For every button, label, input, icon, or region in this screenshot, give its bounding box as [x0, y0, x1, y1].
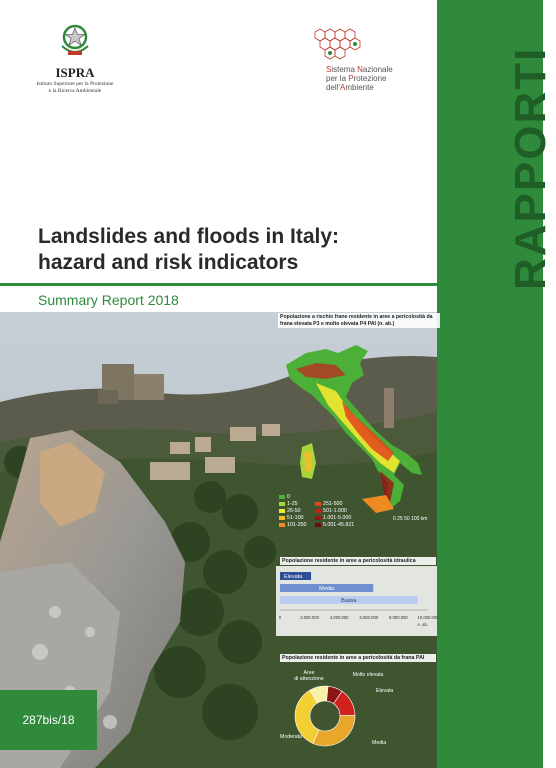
slice-label: Molto elevata [352, 672, 384, 678]
slice-label: Media [372, 740, 387, 746]
landslide-risk-map [276, 313, 437, 527]
legend-swatch [315, 502, 321, 506]
slice-label: Moderata [280, 734, 302, 740]
legend-swatch [315, 509, 321, 513]
x-tick-label: 4.000.000 [329, 615, 349, 620]
title-divider [0, 283, 437, 286]
legend-swatch [279, 502, 285, 506]
hydraulic-hazard-chart [276, 566, 437, 636]
x-tick-label: 8.000.000 [389, 615, 408, 620]
map-legend-item: 101-250 [279, 522, 306, 528]
legend-swatch [279, 523, 285, 527]
bar-label: Elevata [284, 574, 303, 581]
x-unit-label: n. ab. [417, 622, 428, 627]
x-tick-label: 6.000.000 [359, 615, 379, 620]
ispra-emblem-icon [58, 22, 92, 58]
x-tick-label: 10.000.000 [417, 615, 439, 620]
italy-map [276, 313, 437, 527]
legend-swatch [315, 523, 321, 527]
bar-label: Bassa [341, 598, 357, 605]
legend-swatch [279, 495, 285, 499]
report-title [38, 224, 339, 276]
map-scale: 0 25 50 100 km [393, 516, 428, 522]
map-legend-item: 5.001-45.821 [315, 522, 354, 528]
map-legend-item: 501-1.000 [315, 508, 347, 514]
snpa-hexagon-icon [305, 22, 369, 62]
slice-label: Elevata [376, 688, 394, 694]
snpa-logo [300, 22, 420, 92]
legend-swatch [279, 509, 285, 513]
x-tick-label: 2.000.000 [300, 615, 319, 620]
x-tick-label: 0 [278, 615, 282, 620]
legend-swatch [279, 516, 285, 520]
slice-label: di attenzione [294, 676, 324, 682]
bar-label: Media [319, 586, 335, 593]
map-legend-item: 1.001-5.000 [315, 515, 351, 521]
map-title: Popolazione a rischio frane residente in aree a pericolosità da frana elevata P3 e molto elevata P4 PAI (n. ab.) [278, 313, 440, 328]
report-code: 287bis/18 [0, 690, 97, 750]
landslide-chart-title: Popolazione residente in aree a pericolosità da frana PAI [280, 654, 436, 662]
ispra-logo [30, 22, 120, 95]
ispra-name: ISPRA [55, 65, 95, 80]
map-legend-item: 26-50 [279, 508, 301, 514]
map-legend-item: 0 [279, 494, 290, 500]
report-title-line-1: Landslides and floods in Italy: [38, 225, 340, 248]
report-subtitle: Summary Report 2018 [38, 292, 179, 308]
legend-swatch [315, 516, 321, 520]
donut-slice [313, 715, 355, 746]
slice-label: Aree [303, 670, 315, 676]
ispra-subtitle-1: Istituto Superiore per la Protezione [36, 81, 114, 87]
series-label: RAPPORTI [506, 46, 555, 290]
hydraulic-chart-title: Popolazione residente in aree a pericolosità idraulica [280, 557, 436, 565]
map-legend-item: 1-25 [279, 501, 298, 507]
landslide-hazard-chart [276, 662, 437, 768]
snpa-name: Sistema Nazionale per la Protezione dell'Ambiente [326, 65, 393, 92]
ispra-subtitle-2: e la Ricerca Ambientale [48, 88, 102, 94]
report-title-line-2: hazard and risk indicators [38, 251, 299, 274]
map-legend-item: 251-500 [315, 501, 342, 507]
map-legend-item: 51-100 [279, 515, 304, 521]
